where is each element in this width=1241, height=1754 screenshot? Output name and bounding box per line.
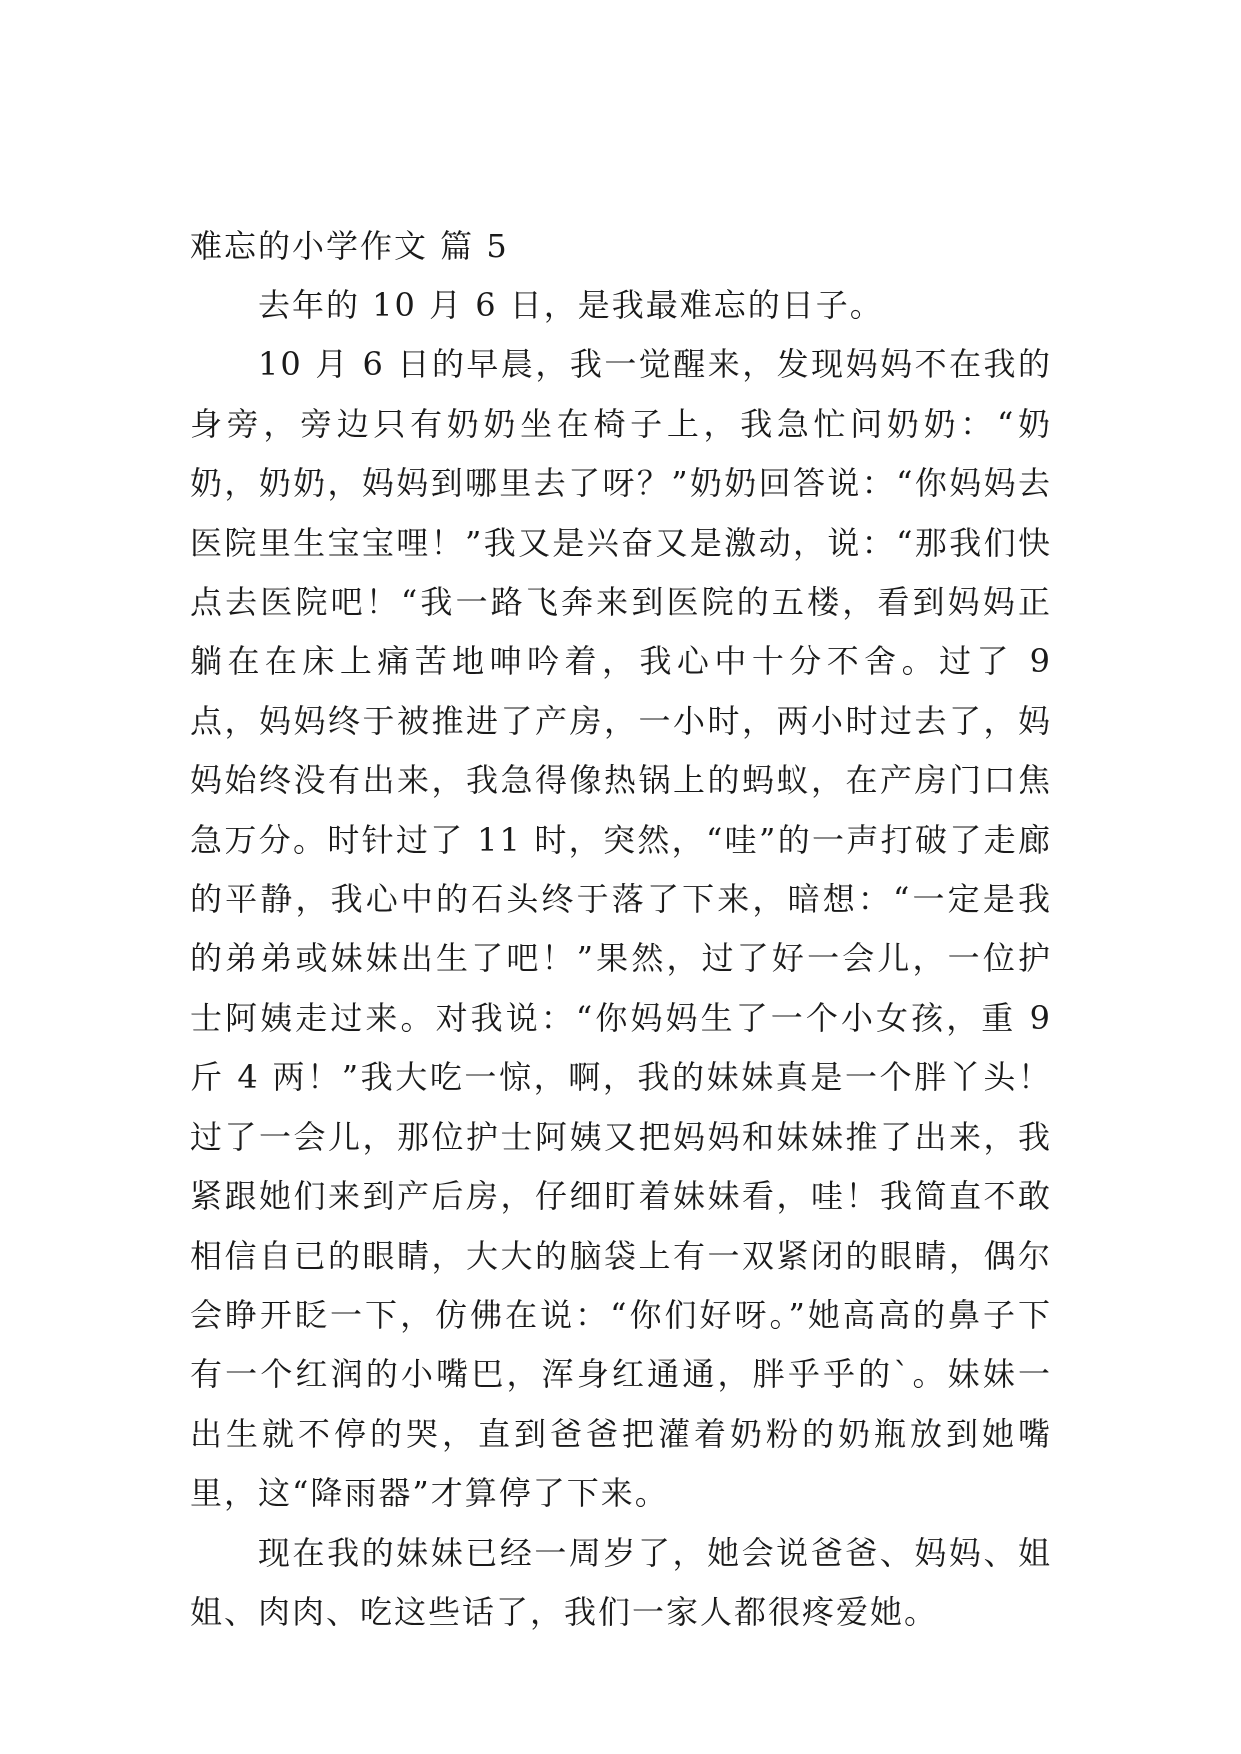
document-body [190, 276, 1052, 1642]
document-title: 难忘的小学作文 篇 5 [190, 227, 509, 265]
paragraph: 现在我的妹妹已经一周岁了，她会说爸爸、妈妈、姐姐、肉肉、吃这些话了，我们一家人都很疼爱她。 [190, 1533, 1052, 1631]
paragraph: 10 月 6 日的早晨，我一觉醒来，发现妈妈不在我的身旁，旁边只有奶奶坐在椅子上，我急忙问奶奶：“奶奶，奶奶，妈妈到哪里去了呀？”奶奶回答说：“你妈妈去医院里生宝宝哩！”我又是兴奋又是激动，说：“那我们快点去医院吧！“我一路飞奔来到医院的五楼，看到妈妈正躺在在床上痛苦地呻吟着，我心中十分不舍。过了 9 点，妈妈终于被推进了产房，一小时，两小时过去了，妈妈始终没有出来，我急得像热锅上的蚂蚁，在产房门口焦急万分。时针过了 11 时，突然，“哇”的一声打破了走廊的平静，我心中的石头终于落了下来，暗想：“一定是我的弟弟或妹妹出生了吧！”果然，过了好一会儿，一位护士阿姨走过来。对我说：“你妈妈生了一个小女孩，重 9 斤 4 两！”我大吃一惊，啊，我的妹妹真是一个胖丫头！过了一会儿，那位护士阿姨又把妈妈和妹妹推了出来，我紧跟她们来到产后房，仔细盯着妹妹看，哇！我简直不敢相信自已的眼睛，大大的脑袋上有一双紧闭的眼睛，偶尔会睁开眨一下，仿佛在说：“你们好呀。”她高高的鼻子下有一个红润的小嘴巴，浑身红通通，胖乎乎的`。妹妹一出生就不停的哭，直到爸爸把灌着奶粉的奶瓶放到她嘴里，这“降雨器”才算停了下来。 [190, 345, 1052, 1513]
paragraph: 去年的 10 月 6 日，是我最难忘的日子。 [258, 286, 884, 324]
